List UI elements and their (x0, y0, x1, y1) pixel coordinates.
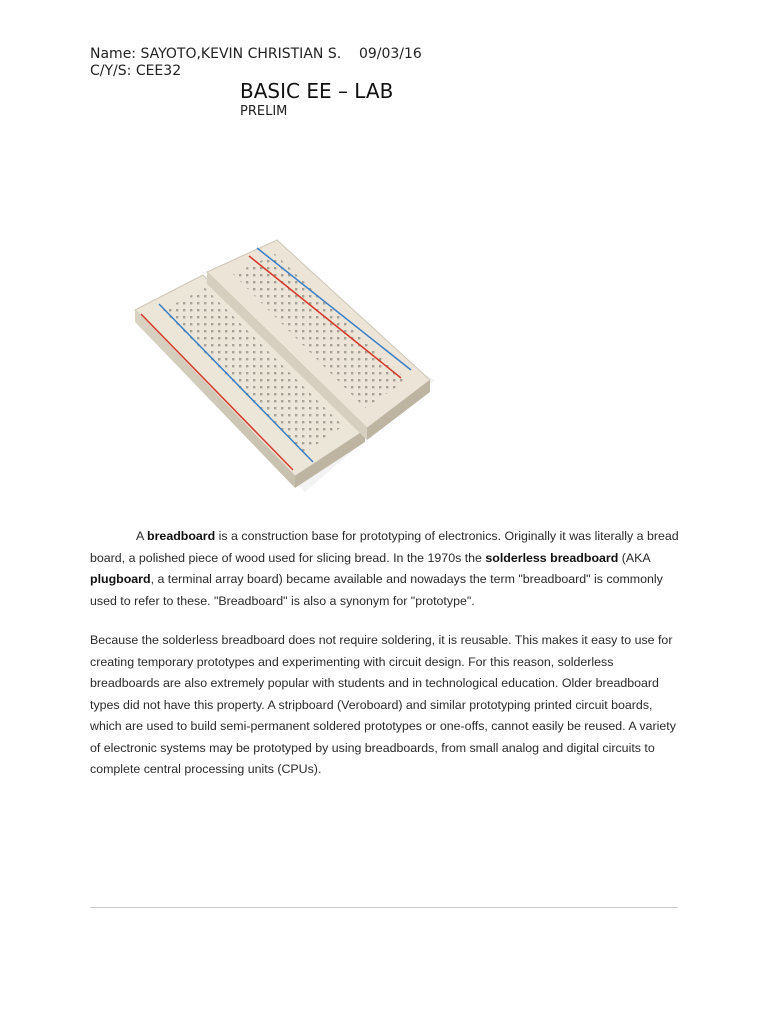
paragraph-breadboard-definition: A breadboard is a construction base for prototyping of electronics. Originally it was literally a bread board, a polished piece of wood used for slicing bread. In the 1970s the solderless breadboard (AKA plugboard, a terminal array board) became available and nowadays the term "breadboard" is commonly used to refer to these. "Breadboard" is also a synonym for "prototype". (90, 529, 679, 608)
breadboard-photo (125, 230, 445, 505)
course-year-section: C/Y/S: CEE32 (90, 63, 182, 79)
term-plugboard: plugboard (90, 572, 151, 586)
term-breadboard: breadboard (147, 529, 216, 543)
document-subtitle: PRELIM (240, 104, 288, 119)
paragraph-reusability: Because the solderless breadboard does not require soldering, it is reusable. This makes it easy to use for creating temporary prototypes and experimenting with circuit design. For this reason, solderless breadboards are also extremely popular with students and in technological education. Older breadboard types did not have this property. A stripboard (Veroboard) and similar prototyping printed circuit boards, which are used to build semi-permanent soldered prototypes or one-offs, cannot easily be reused. A variety of electronic systems may be prototyped by using breadboards, from small analog and digital circuits to complete central processing units (CPUs). (90, 633, 676, 776)
student-name-date: Name: SAYOTO,KEVIN CHRISTIAN S. 09/03/16 (90, 46, 422, 62)
footer-divider (90, 907, 678, 908)
term-solderless-breadboard: solderless breadboard (485, 550, 619, 565)
document-title: BASIC EE – LAB (240, 79, 394, 103)
